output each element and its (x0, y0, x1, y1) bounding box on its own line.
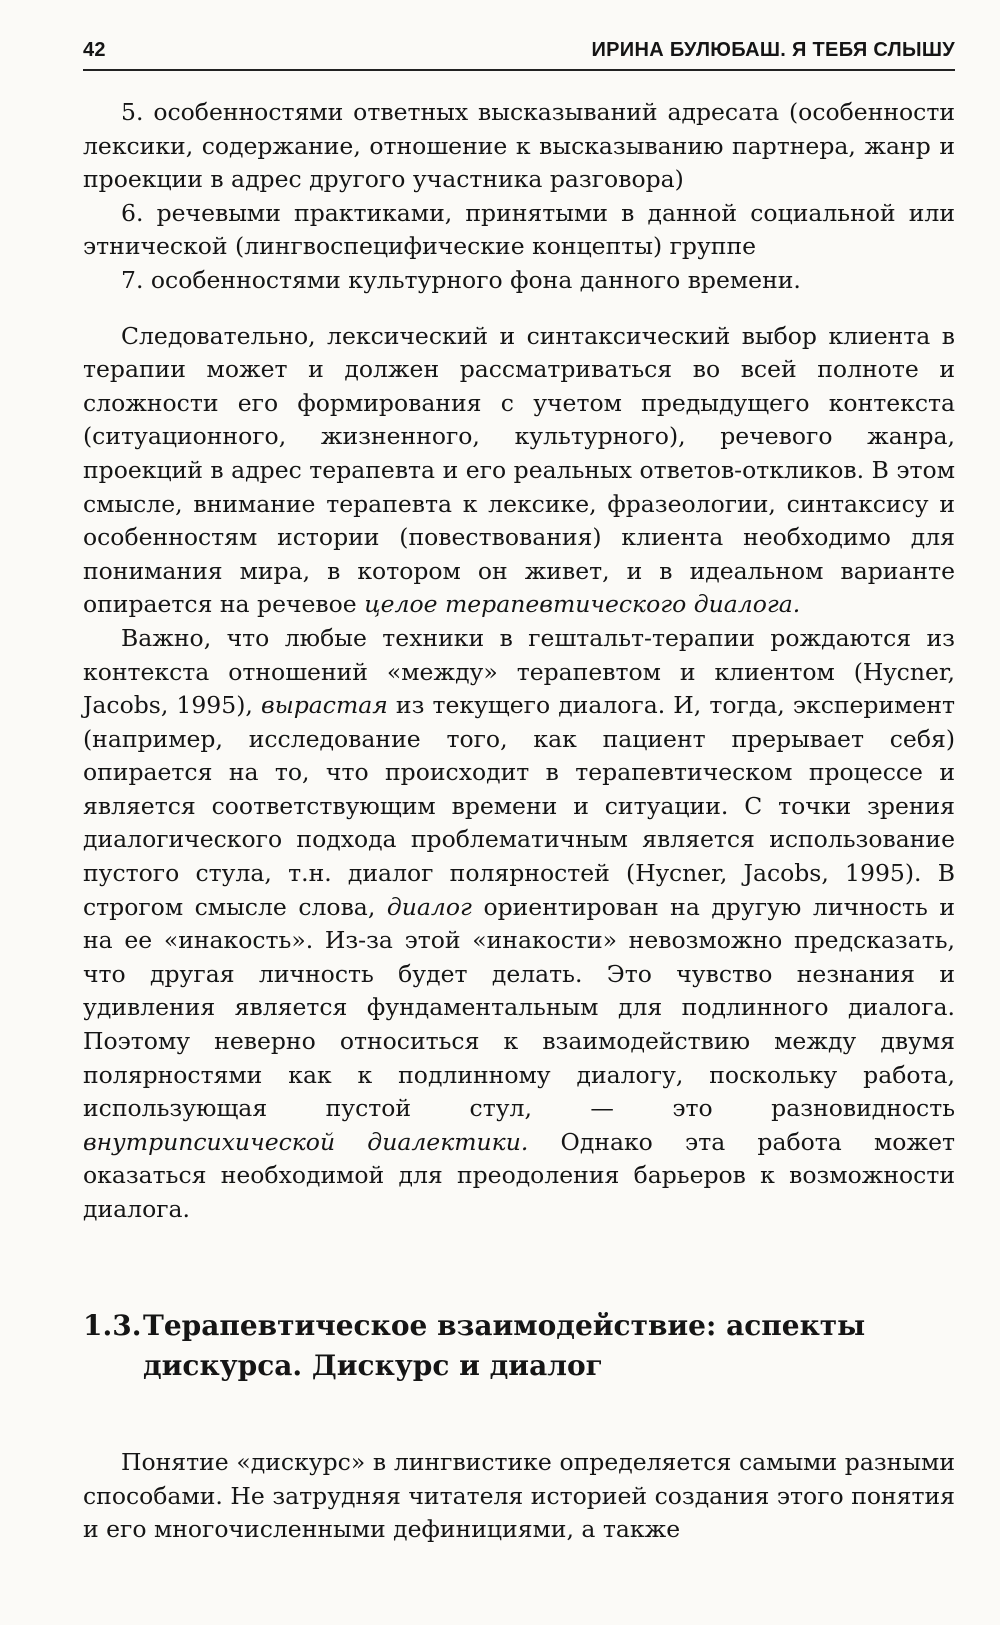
list-item: 7. особенностями культурного фона данного времени. (121, 265, 801, 294)
paragraph-1-italic: целое терапевтического диалога. (364, 590, 801, 619)
paragraph-1 (83, 320, 955, 622)
section-heading (83, 1306, 955, 1386)
paragraph-2-part1: Важно, что любые техники в гештальт-терапии рождаются из контекста отношений «между» терапевтом и клиентом (Hycner, Jacobs, 1995), (83, 623, 955, 720)
paragraph-2-italic3: внутрипсихической диалектики. (83, 1127, 529, 1156)
body-text (83, 96, 955, 1227)
paragraph-2-italic2: диалог (386, 892, 472, 921)
section-title: Терапевтическое взаимодействие: аспекты дискурса. Дискурс и диалог (143, 1309, 866, 1382)
bottom-text (83, 1446, 955, 1547)
paragraph-2-italic1: вырастая (260, 691, 388, 720)
paragraph-1-text: Следовательно, лексический и синтаксический выбор клиента в терапии может и должен рассматриваться во всей полноте и сложности его формирования с учетом предыдущего контекста (ситуационного, жизненного, культурного), речевого жанра, проекций в адрес терапевта и его реальных ответов-откликов. В этом смысле, внимание терапевта к лексике, фразеологии, синтаксису и особенностям истории (повествования) клиента необходимо для понимания мира, в котором он живет, и в идеальном варианте опирается на речевое (83, 321, 955, 619)
list-item: 5. особенностями ответных высказываний адресата (особенности лексики, содержание, отношение к высказыванию партнера, жанр и проекции в адрес другого участника разговора) (83, 98, 955, 194)
page-number: 42 (83, 39, 106, 61)
paragraph-2-part4: Однако эта работа может оказаться необходимой для преодоления барьеров к возможности диалога. (83, 1127, 955, 1223)
paragraph-2 (83, 622, 955, 1227)
list-item: 6. речевыми практиками, принятыми в данной социальной или этнической (лингвоспецифические концепты) группе (83, 198, 955, 261)
paragraph-3: Понятие «дискурс» в лингвистике определяется самыми разными способами. Не затрудняя читателя историей создания этого понятия и его многочисленными дефинициями, а также (83, 1448, 955, 1544)
section-number: 1.3. (83, 1309, 142, 1342)
paragraph-2-part2: из текущего диалога. И, тогда, эксперимент (например, исследование того, как пациент прерывает себя) опирается на то, что происходит в терапевтическом процессе и является соответствующим времени и ситуации. С точки зрения диалогического подхода проблематичным является использование пустого стула, т.н. диалог полярностей (Hycner, Jacobs, 1995). В строгом смысле слова, (83, 691, 955, 921)
paragraph-2-part3: ориентирован на другую личность и на ее «инакость». Из-за этой «инакости» невозможно предсказать, что другая личность будет делать. Это чувство незнания и удивления является фундаментальным для подлинного диалога. Поэтому неверно относиться к взаимодействию между двумя полярностями как к подлинному диалогу, поскольку работа, использующая пустой стул, — это разновидность (83, 892, 956, 1123)
page-header (83, 33, 955, 71)
running-title: ИРИНА БУЛЮБАШ. Я ТЕБЯ СЛЫШУ (591, 39, 955, 61)
